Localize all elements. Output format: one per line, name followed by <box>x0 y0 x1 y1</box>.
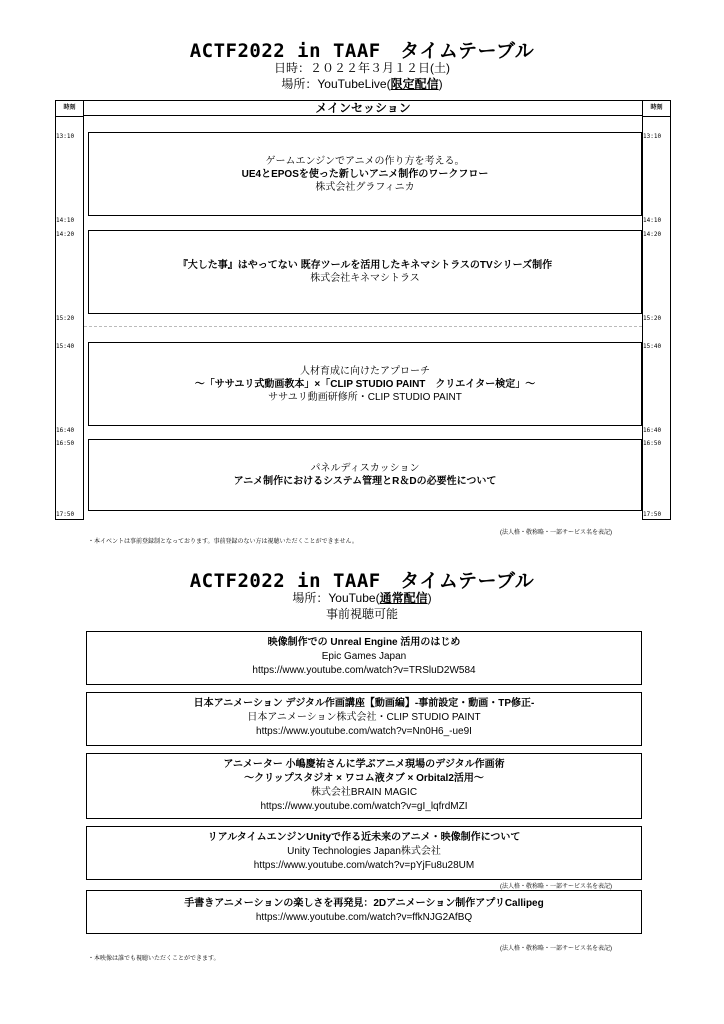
venue-highlight: 限定配信 <box>390 77 439 91</box>
time-col-header-left: 時刻 <box>56 101 83 117</box>
session-block <box>88 439 642 511</box>
section2-title: ACTF2022 in TAAF タイムテーブル <box>189 570 535 592</box>
time-label-end: 14:10 <box>643 217 662 224</box>
time-col-header-right: 時刻 <box>643 101 670 117</box>
time-label-start: 16:50 <box>56 440 75 447</box>
session-block <box>88 342 642 426</box>
video-url[interactable]: https://www.youtube.com/watch?v=gI_lqfrdMZI <box>260 801 468 812</box>
video-url[interactable]: https://www.youtube.com/watch?v=pYjFu8u28UM <box>253 860 475 871</box>
session-speaker: 株式会社グラフィニカ <box>315 181 415 193</box>
video-presenter: 株式会社BRAIN MAGIC <box>310 787 418 798</box>
main-session-header: メインセッション <box>84 100 642 116</box>
video-title: リアルタイムエンジンUnityで作る近未来のアニメ・映像制作について <box>207 832 521 843</box>
venue-suffix: ) <box>438 77 443 91</box>
credit-note: (法人格・敬称略・一部サービス名を表記) <box>500 530 612 536</box>
time-label-end: 17:50 <box>643 511 662 518</box>
video-url[interactable]: https://www.youtube.com/watch?v=ffkNJG2AfBQ <box>255 912 473 923</box>
video-url[interactable]: https://www.youtube.com/watch?v=Nn0H6_-ue9I <box>256 726 472 737</box>
session-block <box>88 132 642 216</box>
time-label-end: 15:20 <box>643 315 662 322</box>
venue-prefix: 場所：YouTube( <box>292 591 380 605</box>
venue-prefix: 場所：YouTubeLive( <box>281 77 391 91</box>
session-subtitle: ～「ササユリ式動画教本」×「CLIP STUDIO PAINT クリエイター検定」～ <box>194 378 536 390</box>
venue-suffix: ) <box>427 591 432 605</box>
video-card <box>86 753 642 819</box>
video-subtitle: ～クリップスタジオ × ワコム液タブ × Orbital2活用～ <box>244 773 484 784</box>
time-label-start: 14:20 <box>56 231 75 238</box>
video-presenter: 日本アニメーション株式会社・CLIP STUDIO PAINT <box>247 712 481 723</box>
time-column-left <box>55 100 84 520</box>
session-title: パネルディスカッション <box>310 463 420 474</box>
time-label-end: 16:40 <box>643 427 662 434</box>
time-label-start: 13:10 <box>56 133 75 140</box>
video-title: 映像制作での Unreal Engine 活用のはじめ <box>267 637 461 648</box>
credit-note: (法人格・敬称略・一部サービス名を表記) <box>500 946 612 952</box>
section2-subtitle: 事前視聴可能 <box>325 607 398 621</box>
video-url[interactable]: https://www.youtube.com/watch?v=TRSluD2W584 <box>252 665 476 676</box>
credit-note: (法人格・敬称略・一部サービス名を表記) <box>500 884 612 890</box>
video-title: 手書きアニメーションの楽しさを再発見：2Dアニメーション制作アプリCallipeg <box>184 898 544 909</box>
viewing-note: ・本映像は誰でも視聴いただくことができます。 <box>88 956 220 962</box>
time-label-end: 16:40 <box>56 427 75 434</box>
video-presenter: Epic Games Japan <box>321 651 407 662</box>
session-block <box>88 230 642 314</box>
break-divider <box>84 326 642 327</box>
time-column-right <box>642 100 671 520</box>
video-card <box>86 826 642 880</box>
video-presenter: Unity Technologies Japan株式会社 <box>287 846 441 857</box>
session-title: 『大した事』はやってない 既存ツールを活用したキネマシトラスのTVシリーズ制作 <box>177 260 553 271</box>
session-title: ゲームエンジンでアニメの作り方を考える。 <box>265 155 465 167</box>
time-label-end: 17:50 <box>56 511 75 518</box>
session-subtitle: アニメ制作におけるシステム管理とR＆Dの必要性について <box>233 476 497 487</box>
timetable <box>55 100 671 520</box>
video-title: アニメーター 小嶋慶祐さんに学ぶアニメ現場のデジタル作画術 <box>223 759 505 770</box>
session-title: 人材育成に向けたアプローチ <box>300 365 430 377</box>
time-label-start: 13:10 <box>643 133 662 140</box>
section2-venue <box>0 589 724 606</box>
video-card <box>86 692 642 746</box>
video-card <box>86 890 642 934</box>
registration-note: ・本イベントは事前登録制となっております。事前登録のない方は視聴いただくことができません。 <box>88 539 358 545</box>
event-venue <box>0 75 724 92</box>
video-card <box>86 631 642 685</box>
time-label-start: 14:20 <box>643 231 662 238</box>
time-label-end: 15:20 <box>56 315 75 322</box>
page-title: ACTF2022 in TAAF タイムテーブル <box>189 40 535 62</box>
session-subtitle: UE4とEPOSを使った新しいアニメ制作のワークフロー <box>241 168 489 180</box>
venue-highlight: 通常配信 <box>379 591 428 605</box>
session-speaker: 株式会社キネマシトラス <box>310 273 420 284</box>
time-label-start: 15:40 <box>643 343 662 350</box>
time-label-start: 16:50 <box>643 440 662 447</box>
session-speaker: ササユリ動画研修所・CLIP STUDIO PAINT <box>268 391 462 403</box>
time-label-start: 15:40 <box>56 343 75 350</box>
time-label-end: 14:10 <box>56 217 75 224</box>
video-title: 日本アニメーション デジタル作画講座【動画編】-事前設定・動画・TP修正- <box>193 698 535 709</box>
event-date: 日時：２０２２年３月１２日(土) <box>274 61 450 75</box>
